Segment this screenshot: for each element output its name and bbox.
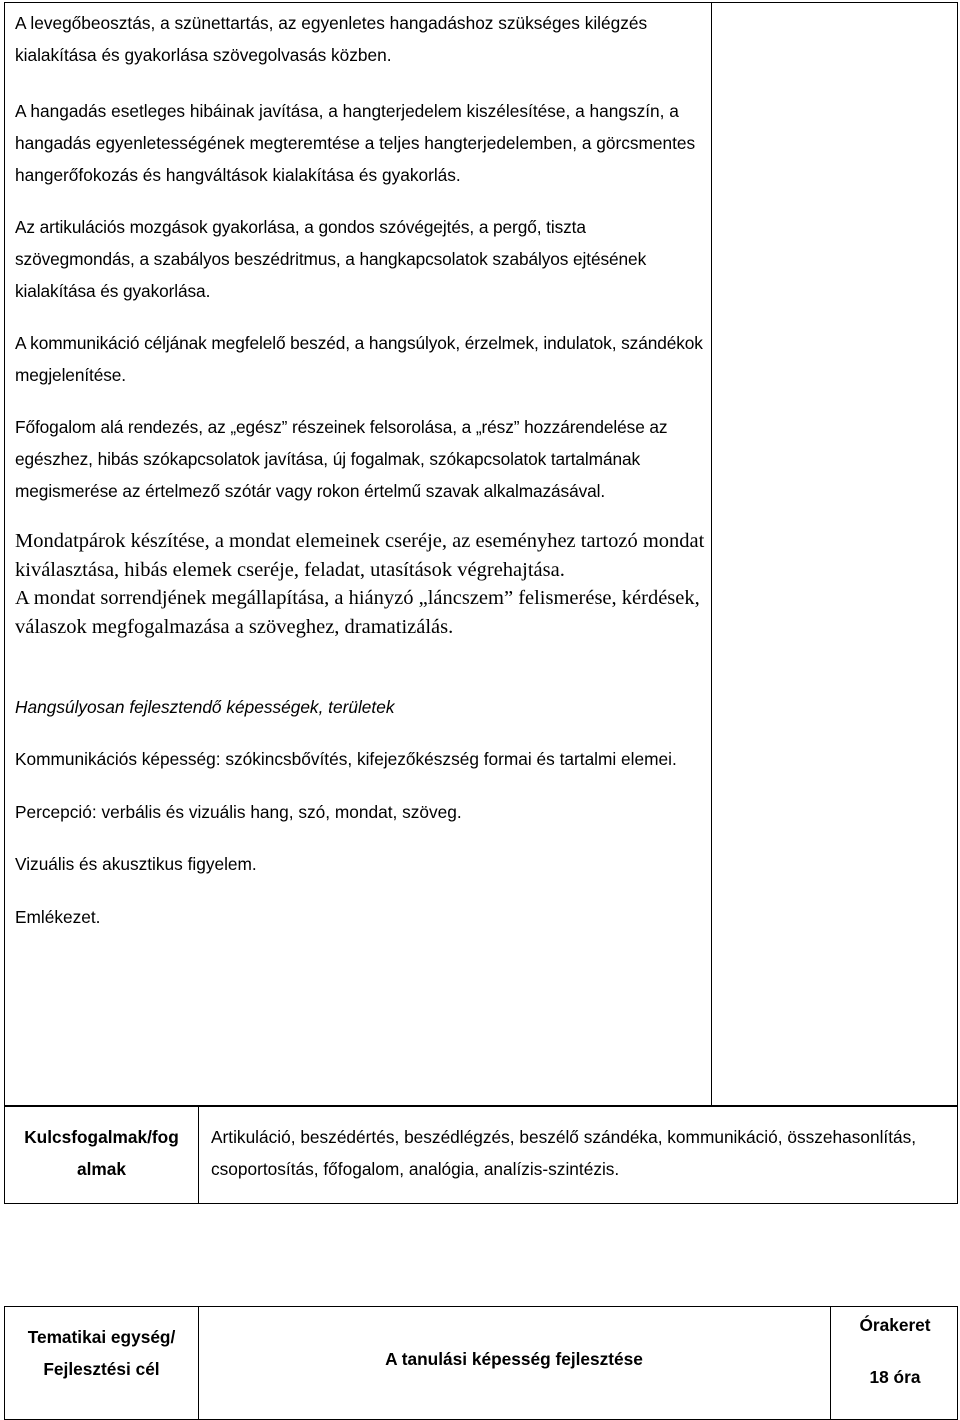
paragraph-sentence-pairs: Mondatpárok készítése, a mondat elemeinek cseréje, az eseményhez tartozó mondat kiválasztása, hibás elemek cseréje, feladat, utasítások végrehajtása. xyxy=(15,530,705,581)
paragraph-communication: A kommunikáció céljának megfelelő beszéd, a hangsúlyok, érzelmek, indulatok, szándékok megjelenítése. xyxy=(15,333,703,385)
paragraph-sentence-order: A mondat sorrendjének megállapítása, a hiányzó „láncszem” felismerése, kérdések, válaszok megfogalmazása a szöveghez, dramatizálás. xyxy=(15,587,700,638)
paragraph-articulation: Az artikulációs mozgások gyakorlása, a gondos szóvégejtés, a pergő, tiszta szövegmondás, a szabályos beszédritmus, a hangkapcsolatok szabályos ejtésének kialakítása és gyakorlása. xyxy=(15,217,647,301)
keywords-table xyxy=(4,1106,958,1204)
keywords-value: Artikuláció, beszédértés, beszédlégzés, beszélő szándéka, kommunikáció, összehasonlítás, csoportosítás, főfogalom, analógia, analízis-szintézis. xyxy=(211,1127,917,1179)
unit-title: A tanulási képesség fejlesztése xyxy=(385,1349,643,1369)
skill-communication: Kommunikációs képesség: szókincsbővítés, kifejezőkészség formai és tartalmi elemei. xyxy=(15,749,677,769)
column-divider xyxy=(711,3,712,1105)
hours-label: Órakeret xyxy=(859,1315,931,1335)
keywords-label: Kulcsfogalmak/fogalmak xyxy=(24,1127,179,1179)
paragraph-voice: A hangadás esetleges hibáinak javítása, a hangterjedelem kiszélesítése, a hangszín, a hangadás egyenletességének megteremtése a teljes hangterjedelemben, a görcsmentes hangerőfokozás és hangváltások kialakítása és gyakorlás. xyxy=(15,101,696,185)
hours-value: 18 óra xyxy=(869,1367,921,1387)
unit-label: Tematikai egység/ Fejlesztési cél xyxy=(27,1327,176,1379)
content-table xyxy=(4,2,958,1106)
skill-perception: Percepció: verbális és vizuális hang, szó, mondat, szöveg. xyxy=(15,802,462,822)
skill-attention: Vizuális és akusztikus figyelem. xyxy=(15,854,257,874)
content-cell xyxy=(15,7,705,933)
paragraph-concepts: Főfogalom alá rendezés, az „egész” részeinek felsorolása, a „rész” hozzárendelése az egészhez, hibás szókapcsolatok javítása, új fogalmak, szókapcsolatok tartalmának megismerése az értelmező szótár vagy rokon értelmű szavak alkalmazásával. xyxy=(15,417,668,501)
skill-memory: Emlékezet. xyxy=(15,907,101,927)
column-divider xyxy=(198,1107,199,1203)
emphasis-heading: Hangsúlyosan fejlesztendő képességek, területek xyxy=(15,697,395,717)
paragraph-breathing: A levegőbeosztás, a szünettartás, az egyenletes hangadáshoz szükséges kilégzés kialakítása és gyakorlása szövegolvasás közben. xyxy=(15,13,648,65)
unit-header-table xyxy=(4,1306,958,1420)
